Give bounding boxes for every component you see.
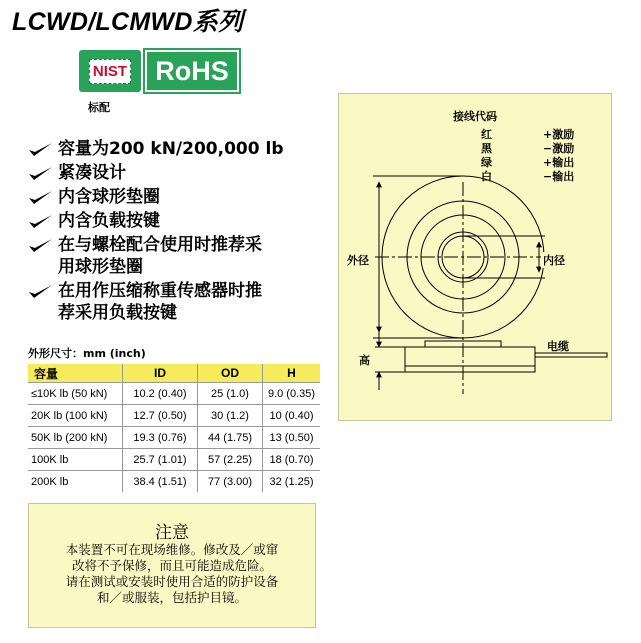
check-icon bbox=[28, 283, 54, 301]
notice-box bbox=[28, 503, 316, 628]
feature-item bbox=[28, 162, 328, 184]
feature-text: 容量为200 kN/200,000 lb bbox=[58, 139, 284, 159]
wire-signal: +激励 bbox=[543, 128, 575, 141]
table-cell: 77 (3.00) bbox=[198, 471, 263, 493]
wire-row bbox=[481, 142, 574, 156]
feature-text: 内含负载按键 bbox=[58, 211, 160, 231]
table-cell: 44 (1.75) bbox=[198, 427, 263, 449]
wire-signal: −输出 bbox=[543, 170, 575, 183]
feature-item bbox=[28, 280, 328, 324]
table-cell: 30 (1.2) bbox=[198, 405, 263, 427]
feature-text-continued: 荐采用负载按键 bbox=[58, 303, 177, 323]
table-row bbox=[28, 405, 320, 427]
table-cell: 57 (2.25) bbox=[198, 449, 263, 471]
notice-line: 本装置不可在现场维修。修改及／或窜 bbox=[65, 542, 279, 557]
page-title: LCWD/LCMWD系列 bbox=[12, 8, 244, 36]
table-cell: 19.3 (0.76) bbox=[123, 427, 198, 449]
outer-diameter-label: 外径 bbox=[347, 254, 369, 267]
check-icon bbox=[28, 213, 54, 231]
rohs-logo: RoHS bbox=[145, 50, 239, 92]
table-cell: 200K lb bbox=[28, 471, 123, 493]
side-view-body bbox=[405, 347, 535, 372]
certification-logos bbox=[75, 48, 241, 96]
side-view bbox=[405, 341, 535, 372]
table-cell: 18 (0.70) bbox=[263, 449, 321, 471]
table-cell: 100K lb bbox=[28, 449, 123, 471]
wire-color: 红 bbox=[481, 128, 492, 141]
table-cell: 25 (1.0) bbox=[198, 383, 263, 405]
table-row bbox=[28, 383, 320, 405]
feature-text: 紧凑设计 bbox=[58, 163, 126, 183]
wiring-code-title: 接线代码 bbox=[453, 110, 497, 123]
wire-row bbox=[481, 128, 574, 142]
dimensions-table bbox=[28, 364, 320, 492]
inner-diameter-label: 内径 bbox=[543, 254, 565, 267]
notice-line: 请在测试或安装时使用合适的防护设备 bbox=[65, 574, 279, 589]
wiring-code-list bbox=[481, 128, 574, 184]
feature-item bbox=[28, 234, 328, 278]
table-cell: 12.7 (0.50) bbox=[123, 405, 198, 427]
table-header-h: H bbox=[263, 364, 321, 383]
check-icon bbox=[28, 189, 54, 207]
table-cell: 38.4 (1.51) bbox=[123, 471, 198, 493]
table-row bbox=[28, 471, 320, 493]
table-cell: ≤10K lb (50 kN) bbox=[28, 383, 123, 405]
nist-logo-text: NIST bbox=[89, 59, 131, 84]
wire-color: 绿 bbox=[481, 156, 492, 169]
table-row bbox=[28, 449, 320, 471]
table-header-od: OD bbox=[198, 364, 263, 383]
table-row bbox=[28, 427, 320, 449]
check-icon bbox=[28, 165, 54, 183]
table-cell: 9.0 (0.35) bbox=[263, 383, 321, 405]
notice-title: 注意 bbox=[155, 523, 189, 543]
wire-signal: −激励 bbox=[543, 142, 575, 155]
feature-text: 在用作压缩称重传感器时推 bbox=[58, 281, 262, 301]
dimensions-label: 外形尺寸：mm (inch) bbox=[28, 347, 146, 360]
dimension-diagram bbox=[338, 93, 612, 421]
table-cell: 50K lb (200 kN) bbox=[28, 427, 123, 449]
wire-color: 黑 bbox=[481, 142, 492, 155]
table-cell: 25.7 (1.01) bbox=[123, 449, 198, 471]
table-header-row bbox=[28, 364, 320, 383]
nist-logo bbox=[79, 50, 141, 92]
feature-item bbox=[28, 186, 328, 208]
feature-text: 在与螺栓配合使用时推荐采 bbox=[58, 235, 262, 255]
table-cell: 32 (1.25) bbox=[263, 471, 321, 493]
table-cell: 20K lb (100 kN) bbox=[28, 405, 123, 427]
table-header-id: ID bbox=[123, 364, 198, 383]
notice-line: 改将不予保修，而且可能造成危险。 bbox=[71, 558, 272, 573]
wire-signal: +输出 bbox=[543, 156, 575, 169]
wire-row bbox=[481, 156, 574, 170]
feature-list bbox=[28, 138, 328, 326]
feature-item bbox=[28, 138, 328, 160]
feature-text-continued: 用球形垫圈 bbox=[58, 257, 143, 277]
standard-label: 标配 bbox=[88, 101, 110, 114]
height-label: 高 bbox=[359, 354, 370, 367]
cable bbox=[535, 353, 607, 357]
notice-body bbox=[35, 542, 309, 606]
check-icon bbox=[28, 141, 54, 159]
wire-row bbox=[481, 170, 574, 184]
feature-text: 内含球形垫圈 bbox=[58, 187, 160, 207]
wire-color: 白 bbox=[481, 170, 492, 183]
notice-line: 和／或服装，包括护目镜。 bbox=[96, 590, 247, 605]
table-cell: 10.2 (0.40) bbox=[123, 383, 198, 405]
cable-label: 电缆 bbox=[547, 340, 569, 353]
table-cell: 10 (0.40) bbox=[263, 405, 321, 427]
table-header-capacity: 容量 bbox=[28, 364, 123, 383]
check-icon bbox=[28, 237, 54, 255]
table-cell: 13 (0.50) bbox=[263, 427, 321, 449]
feature-item bbox=[28, 210, 328, 232]
